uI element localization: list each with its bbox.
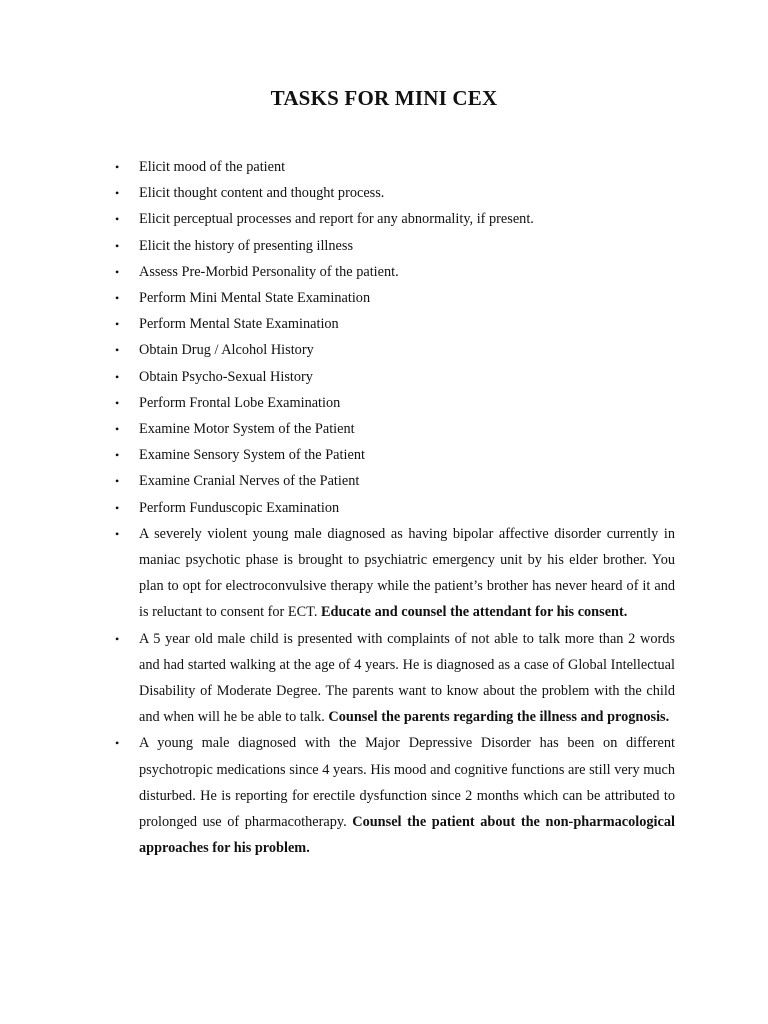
task-text: Assess Pre-Morbid Personality of the patient. [139, 263, 399, 280]
task-item [0, 364, 768, 390]
task-scenario-text [139, 730, 675, 861]
task-scenario-text [139, 626, 675, 731]
bullet-icon: • [115, 264, 120, 279]
task-scenario-text [139, 521, 675, 626]
scenario-description: A young male diagnosed with the Major Depressive Disorder has been on different psychotropic medications since 4 years. His mood and cognitive functions are still very much disturbed. He is reporting for erectile dysfunction since 2 months which can be attributed to prolonged use of pharmacotherapy. [139, 735, 675, 831]
page-title: TASKS FOR MINI CEX [270, 86, 498, 110]
task-item [0, 311, 768, 337]
task-item [0, 442, 768, 468]
task-text: Perform Frontal Lobe Examination [139, 394, 341, 411]
bullet-icon: • [115, 395, 120, 410]
task-item [0, 259, 768, 285]
bullet-icon: • [115, 422, 120, 437]
task-item [0, 285, 768, 311]
scenario-description: A severely violent young male diagnosed as having bipolar affective disorder currently in maniac psychotic phase is brought to psychiatric emergency unit by his elder brother. You plan to opt for electroconvulsive therapy while the patient’s brother has never heard of it and is reluctant to consent for ECT. [139, 525, 675, 621]
bullet-icon: • [115, 291, 120, 306]
bullet-icon: • [115, 160, 120, 174]
task-text: Perform Funduscopic Examination [139, 499, 340, 516]
task-item [0, 416, 768, 442]
bullet-icon: • [115, 212, 120, 227]
task-item [0, 468, 768, 494]
scenario-instruction: Counsel the parents regarding the illness and prognosis. [328, 709, 670, 726]
task-list [0, 154, 768, 861]
bullet-icon: • [115, 369, 120, 384]
task-text: Elicit the history of presenting illness [139, 237, 354, 254]
bullet-icon: • [115, 317, 120, 332]
task-text: Examine Motor System of the Patient [139, 421, 355, 438]
task-text: Elicit mood of the patient [139, 159, 286, 175]
task-item [0, 206, 768, 232]
task-item [0, 495, 768, 521]
task-item [0, 180, 768, 206]
task-text: Obtain Psycho-Sexual History [139, 368, 313, 385]
bullet-icon: • [115, 343, 120, 358]
scenario-instruction: Educate and counsel the attendant for his consent. [320, 604, 628, 621]
bullet-icon: • [115, 631, 120, 646]
task-text: Obtain Drug / Alcohol History [139, 342, 314, 359]
task-item [0, 154, 768, 180]
task-text: Perform Mini Mental State Examination [139, 290, 371, 307]
bullet-icon: • [115, 526, 120, 541]
task-item [0, 390, 768, 416]
task-item-scenario-child [0, 626, 768, 731]
task-text: Examine Cranial Nerves of the Patient [139, 473, 360, 490]
task-item [0, 233, 768, 259]
task-text: Elicit thought content and thought process. [139, 185, 385, 202]
task-item-scenario-ect [0, 521, 768, 626]
task-text: Examine Sensory System of the Patient [139, 447, 365, 464]
scenario-instruction: Counsel the patient about the non-pharmacological approaches for his problem. [139, 814, 675, 857]
bullet-icon: • [115, 500, 120, 515]
task-text: Elicit perceptual processes and report for any abnormality, if present. [139, 211, 534, 228]
task-text: Perform Mental State Examination [139, 316, 339, 333]
bullet-icon: • [115, 186, 120, 201]
bullet-icon: • [115, 474, 120, 489]
bullet-icon: • [115, 736, 120, 751]
bullet-icon: • [115, 448, 120, 463]
task-item [0, 337, 768, 363]
bullet-icon: • [115, 238, 120, 253]
scenario-description: A 5 year old male child is presented with complaints of not able to talk more than 2 words and had started walking at the age of 4 years. He is diagnosed as a case of Global Intellectual Disability of Moderate Degree. The parents want to know about the problem with the child and when will he be able to talk. [139, 630, 675, 726]
task-item-scenario-depression [0, 730, 768, 861]
